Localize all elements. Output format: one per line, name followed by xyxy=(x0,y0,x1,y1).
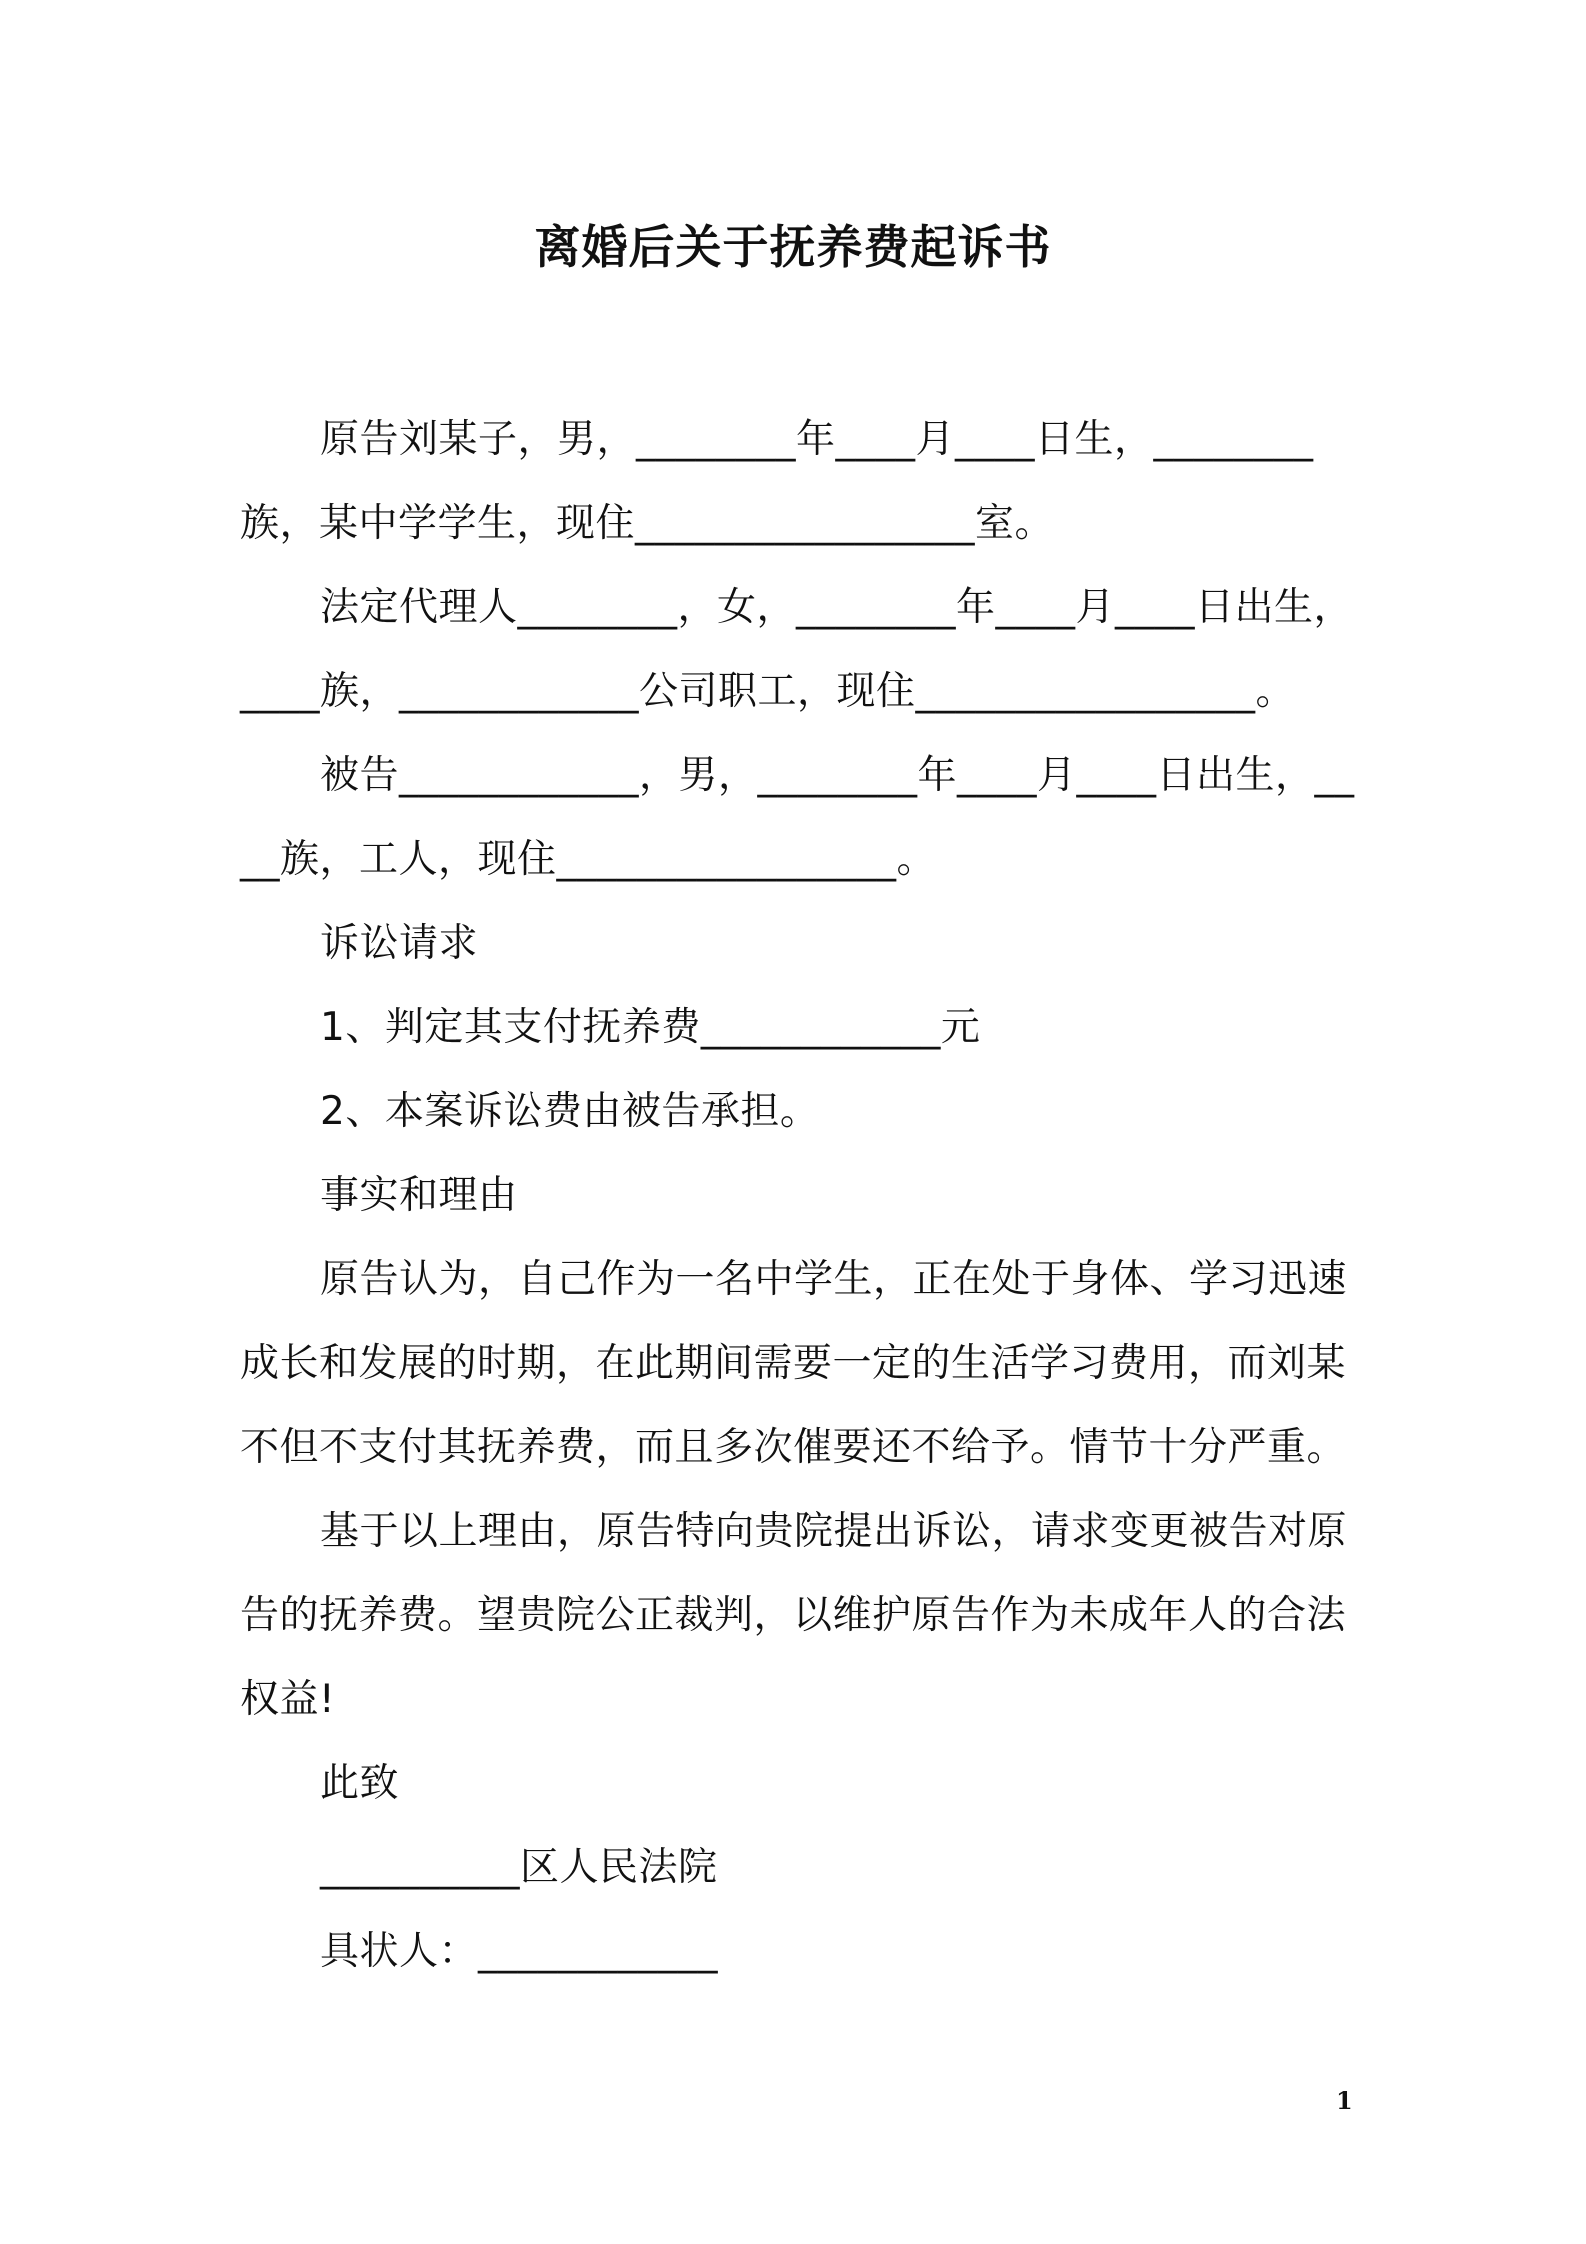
reason-paragraph: 基于以上理由，原告特向贵院提出诉讼，请求变更被告对原告的抚养费。望贵院公正裁判，以维护原告作为未成年人的合法权益! xyxy=(240,1509,1348,1722)
signer-line: 具状人：____________ xyxy=(320,1929,719,1974)
page-number: 1 xyxy=(1336,2086,1353,2115)
closing-salutation: 此致 xyxy=(320,1761,400,1806)
legal-agent-paragraph: 法定代理人________，女，________年____月____日出生，____族，____________公司职工，现住_________________。 xyxy=(240,585,1354,714)
court-line: __________区人民法院 xyxy=(320,1845,718,1890)
claim-item-2: 2、本案诉讼费由被告承担。 xyxy=(320,1089,820,1134)
document-title: 离婚后关于抚养费起诉书 xyxy=(534,220,1052,274)
plaintiff-paragraph: 原告刘某子，男，________年____月____日生，________族，某中学学生，现住_________________室。 xyxy=(240,417,1314,546)
facts-heading: 事实和理由 xyxy=(320,1173,518,1218)
defendant-paragraph: 被告____________，男，________年____月____日出生，____族，工人，现住_________________。 xyxy=(240,753,1355,882)
facts-paragraph: 原告认为，自己作为一名中学生，正在处于身体、学习迅速成长和发展的时期，在此期间需要一定的生活学习费用，而刘某不但不支付其抚养费，而且多次催要还不给予。情节十分严重。 xyxy=(240,1257,1348,1470)
claim-item-1: 1、判定其支付抚养费____________元 xyxy=(320,1005,981,1050)
claims-heading: 诉讼请求 xyxy=(320,921,479,966)
document-body xyxy=(240,398,1360,1994)
